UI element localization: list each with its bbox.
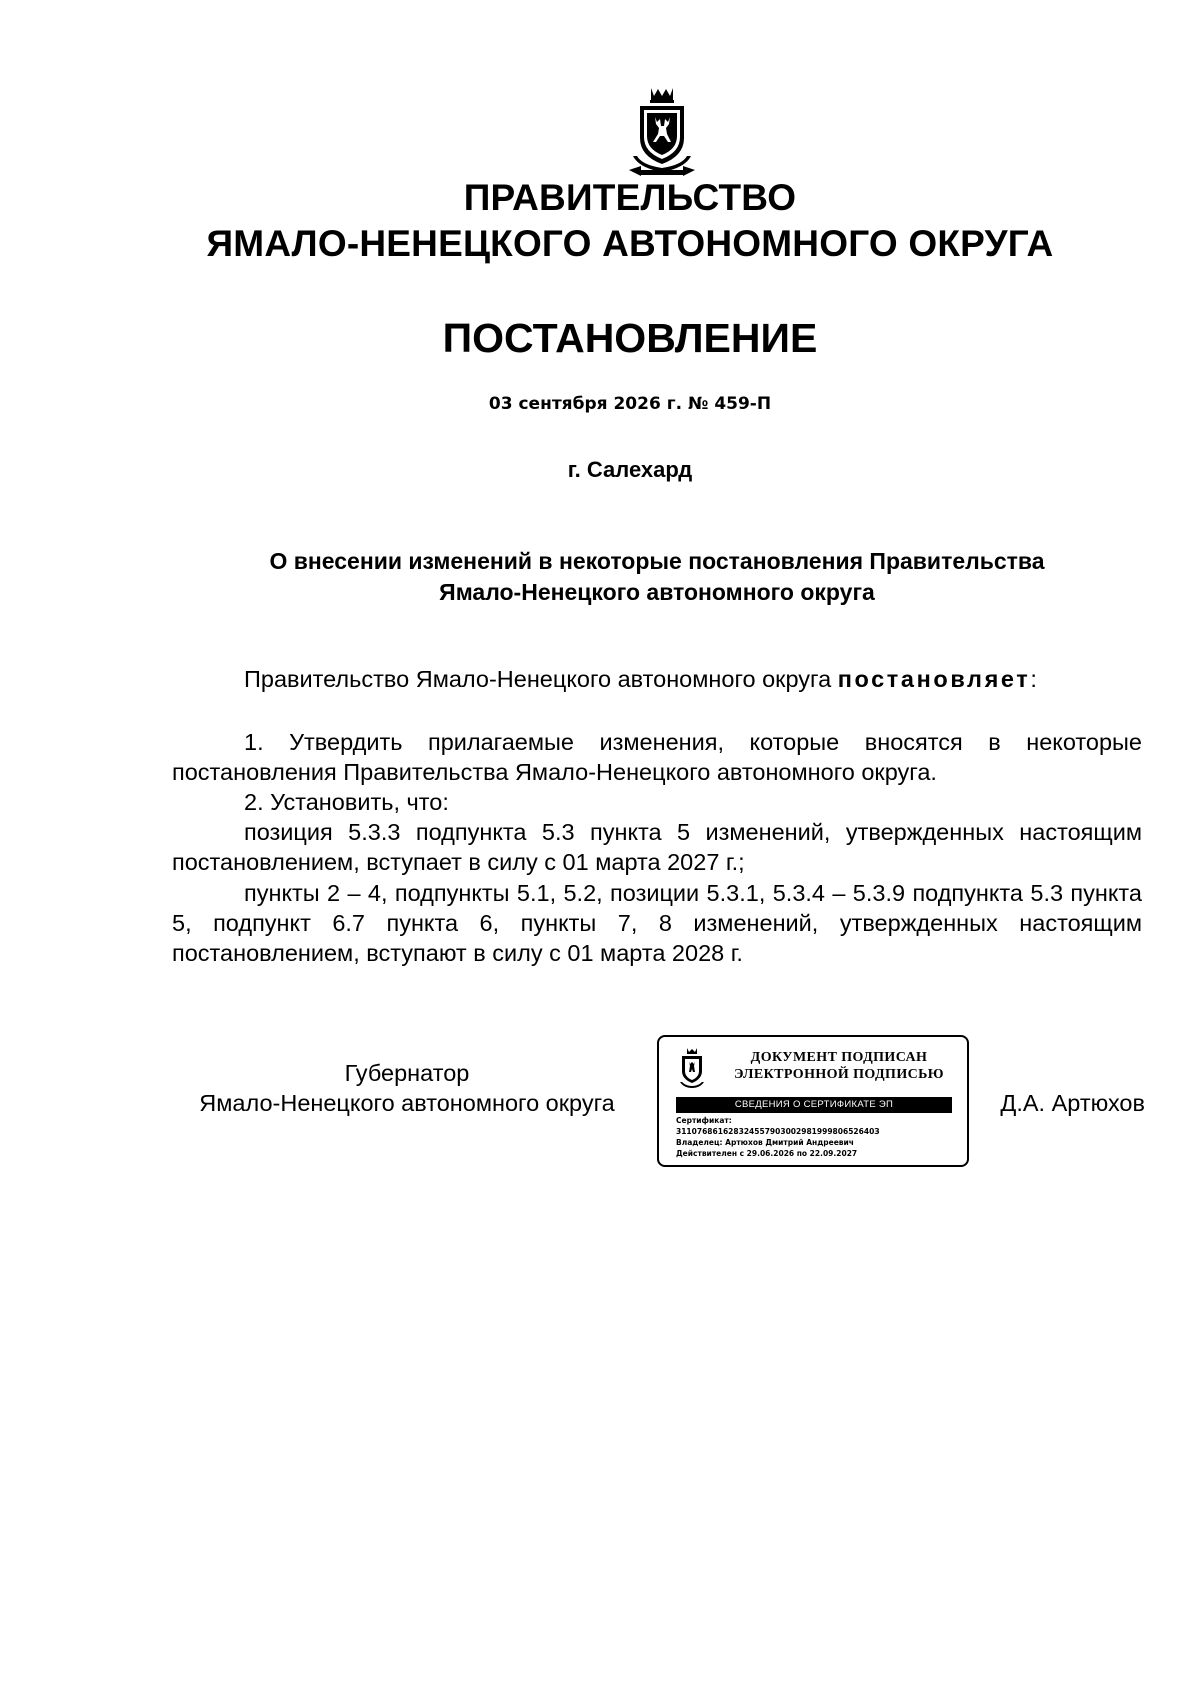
item2-a-text: позиция 5.3.3 подпункта 5.3 пункта 5 изменений, утвержденных настоящим постановлением, вступает в силу с 01 марта 2027 г.; [172,819,1142,875]
intro-keyword: постановляет [837,666,1031,692]
document-city: г. Салехард [567,457,693,482]
item1-text: 1. Утвердить прилагаемые изменения, которые вносятся в некоторые постановления Правительства Ямало-Ненецкого автономного округа. [172,729,1142,785]
certificate-validity: Действителен с 29.06.2026 по 22.09.2027 [676,1149,858,1158]
electronic-signature-stamp [657,1035,969,1167]
paragraph-item1 [172,727,1142,787]
item2-b-text: пункты 2 – 4, подпункты 5.1, 5.2, позиции 5.3.1, 5.3.4 – 5.3.9 подпункта 5.3 пункта 5, подпункт 6.7 пункта 6, пункты 7, 8 изменений, утвержденных настоящим постановлением, вступают в силу с 01 марта 2028 г. [172,880,1142,966]
signatory-position-line1: Губернатор [344,1060,470,1086]
government-title-line2: ЯМАЛО-НЕНЕЦКОГО АВТОНОМНОГО ОКРУГА [206,223,1054,264]
certificate-owner: Владелец: Артюхов Дмитрий Андреевич [676,1138,854,1147]
document-type: ПОСТАНОВЛЕНИЕ [442,315,818,361]
subject-line1: О внесении изменений в некоторые постановления Правительства [269,548,1045,574]
signatory-position-line2: Ямало-Ненецкого автономного округа [199,1090,615,1116]
paragraph-item2-b [172,878,1142,968]
intro-tail: : [1030,666,1037,692]
certificate-info-bar: СВЕДЕНИЯ О СЕРТИФИКАТЕ ЭП [676,1097,952,1113]
stamp-title-line2: ЭЛЕКТРОННОЙ ПОДПИСЬЮ [734,1067,944,1082]
signatory-name: Д.А. Артюхов [1000,1090,1145,1116]
stamp-coat-of-arms-icon [678,1047,706,1089]
government-title-line1: ПРАВИТЕЛЬСТВО [463,177,797,218]
signatory-position [172,1058,642,1118]
paragraph-item2 [172,787,1142,817]
document-date-number: 03 сентября 2026 г. № 459-П [488,394,772,414]
subject-line2: Ямало-Ненецкого автономного округа [439,579,875,605]
certificate-label: Сертификат: [676,1116,732,1125]
paragraph-item2-a [172,817,1142,877]
certificate-number: 31107686162832455790300298199980652640З [676,1127,880,1136]
intro-paragraph [172,664,1142,694]
item2-text: 2. Установить, что: [244,789,449,815]
stamp-title-line1: ДОКУМЕНТ ПОДПИСАН [750,1050,928,1065]
stamp-title [723,1049,955,1083]
document-subject [172,546,1142,608]
intro-lead: Правительство Ямало-Ненецкого автономного округа [244,666,838,692]
yamal-nenets-coat-of-arms-icon [627,86,697,178]
